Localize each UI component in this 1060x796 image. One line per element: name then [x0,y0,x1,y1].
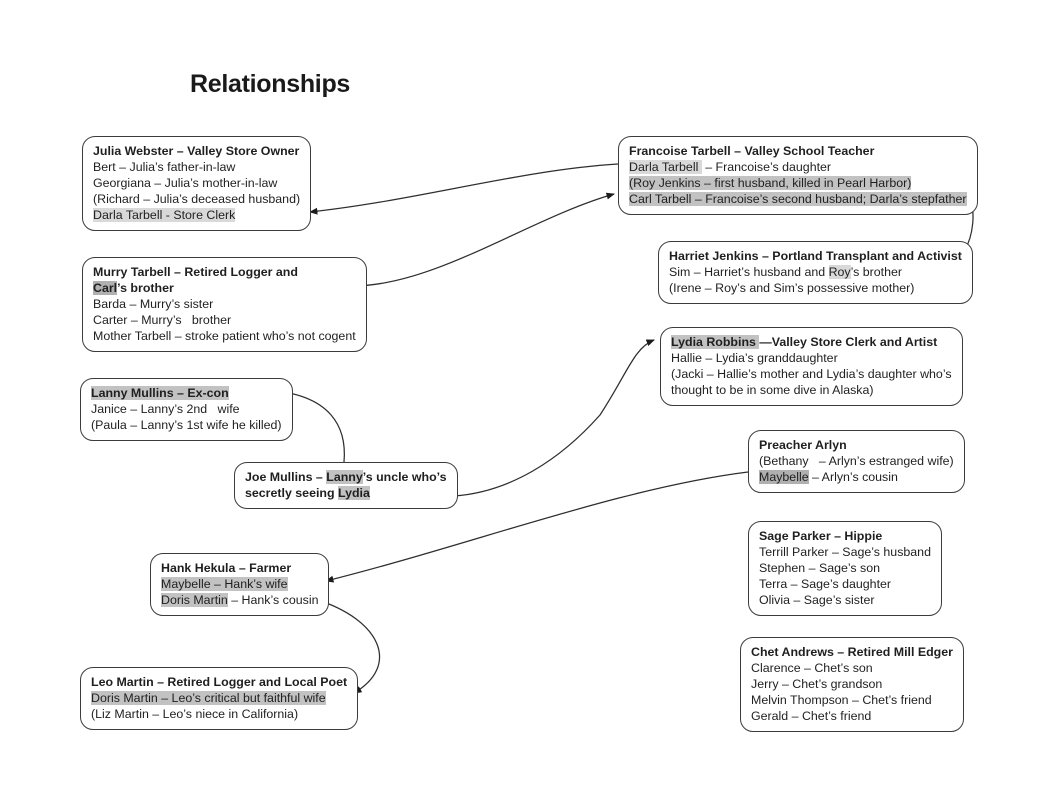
text-segment: Melvin Thompson – Chet’s friend [751,693,932,707]
relationship-line [93,175,300,191]
text-segment: thought to be in some dive in Alaska) [671,383,874,397]
text-segment: Joe Mullins – [245,470,327,484]
relationship-line [671,350,952,366]
highlighted-text-segment: Lydia [337,486,370,500]
text-segment: secretly seeing [245,486,338,500]
text-segment: ’s brother [117,281,174,295]
relationship-box-lydia-robbins [660,327,963,406]
relationship-line [759,528,931,544]
text-segment: Carter – Murry’s brother [93,313,232,327]
arrow-joe-mullins-to-lydia-robbins [454,340,654,496]
text-segment: Hallie – Lydia’s granddaughter [671,351,838,365]
text-segment: Olivia – Sage’s sister [759,593,875,607]
relationship-line [671,382,952,398]
text-segment: (Liz Martin – Leo’s niece in California) [91,707,299,721]
text-segment: Julia Webster – Valley Store Owner [93,144,300,158]
arrow-murry-tarbell-to-francoise-tarbell [357,194,614,286]
page-title: Relationships [190,70,351,98]
relationship-line [245,485,447,501]
text-segment: – Arlyn’s cousin [808,470,898,484]
highlighted-text-segment: Carl Tarbell – Francoise’s second husband; Darla’s stepfather [629,192,967,206]
relationship-line [93,312,356,328]
text-segment: (Jacki – Hallie’s mother and Lydia’s daughter who’s [671,367,952,381]
highlighted-text-segment: Maybelle [759,470,809,484]
highlighted-text-segment: Carl [93,281,118,295]
relationship-box-hank-hekula [150,553,329,616]
relationship-line [93,328,356,344]
relationship-line [93,143,300,159]
relationship-line [759,437,954,453]
relationship-line [759,592,931,608]
text-segment: Jerry – Chet’s grandson [751,677,883,691]
text-segment: Janice – Lanny’s 2nd wife [91,402,240,416]
text-segment: Leo Martin – Retired Logger and Local Poet [91,675,348,689]
relationship-line [91,706,347,722]
relationship-box-chet-andrews [740,637,964,732]
relationship-line [751,692,953,708]
relationship-line [91,417,282,433]
relationship-line [669,280,962,296]
highlighted-text-segment: Darla Tarbell - Store Clerk [93,208,236,222]
text-segment: (Paula – Lanny’s 1st wife he killed) [91,418,282,432]
text-segment: Preacher Arlyn [759,438,847,452]
highlighted-text-segment: Roy [828,265,851,279]
text-segment: Stephen – Sage’s son [759,561,881,575]
text-segment: Gerald – Chet’s friend [751,709,872,723]
relationship-line [751,644,953,660]
text-segment: Hank Hekula – Farmer [161,561,292,575]
highlighted-text-segment: Maybelle – Hank’s wife [161,577,288,591]
relationship-box-lanny-mullins [80,378,293,441]
relationship-line [629,175,967,191]
relationship-box-julia-webster [82,136,311,231]
arrow-francoise-tarbell-to-julia-webster [310,164,618,212]
relationship-line [245,469,447,485]
text-segment: Chet Andrews – Retired Mill Edger [751,645,953,659]
text-segment: – Francoise’s daughter [701,160,832,174]
relationship-line [759,560,931,576]
relationship-line [629,159,967,175]
highlighted-text-segment: Darla Tarbell [629,160,702,174]
relationship-line [93,191,300,207]
text-segment: Murry Tarbell – Retired Logger and [93,265,298,279]
text-segment: Clarence – Chet’s son [751,661,873,675]
relationship-box-murry-tarbell [82,257,367,352]
text-segment: (Richard – Julia’s deceased husband) [93,192,301,206]
text-segment: —Valley Store Clerk and Artist [759,335,938,349]
relationship-line [629,143,967,159]
relationship-line [671,366,952,382]
relationship-box-harriet-jenkins [658,241,973,304]
relationship-line [93,159,300,175]
relationship-line [759,453,954,469]
text-segment: – Hank’s cousin [227,593,319,607]
text-segment: ’s brother [850,265,903,279]
relationship-box-francoise-tarbell [618,136,978,215]
text-segment: Barda – Murry’s sister [93,297,214,311]
text-segment: Mother Tarbell – stroke patient who’s not cogent [93,329,356,343]
relationship-line [759,469,954,485]
text-segment: Sage Parker – Hippie [759,529,883,543]
relationship-line [91,674,347,690]
relationship-line [91,401,282,417]
relationship-line [161,576,318,592]
relationship-box-leo-martin [80,667,358,730]
text-segment: Georgiana – Julia’s mother-in-law [93,176,278,190]
text-segment: Terrill Parker – Sage’s husband [759,545,931,559]
relationship-line [629,191,967,207]
relationship-line [671,334,952,350]
relationship-line [93,296,356,312]
text-segment: (Irene – Roy’s and Sim’s possessive mother) [669,281,915,295]
relationship-box-preacher-arlyn [748,430,965,493]
relationship-line [93,264,356,280]
relationship-line [93,280,356,296]
relationship-line [669,248,962,264]
text-segment: Terra – Sage’s daughter [759,577,892,591]
highlighted-text-segment: Lanny [326,470,363,484]
text-segment: (Bethany – Arlyn’s estranged wife) [759,454,954,468]
text-segment: Sim – Harriet’s husband and [669,265,829,279]
relationship-line [91,385,282,401]
relationship-line [759,544,931,560]
highlighted-text-segment: Doris Martin – Leo’s critical but faithful wife [91,691,326,705]
highlighted-text-segment: Lanny Mullins – Ex-con [91,386,229,400]
relationship-line [751,660,953,676]
highlighted-text-segment: (Roy Jenkins – first husband, killed in Pearl Harbor) [629,176,912,190]
relationship-line [93,207,300,223]
highlighted-text-segment: Doris Martin [161,593,228,607]
relationship-line [751,708,953,724]
relationship-line [669,264,962,280]
relationship-line [161,592,318,608]
text-segment: Francoise Tarbell – Valley School Teacher [629,144,875,158]
text-segment: Bert – Julia’s father-in-law [93,160,236,174]
text-segment: Harriet Jenkins – Portland Transplant and Activist [669,249,962,263]
relationship-box-joe-mullins [234,462,458,509]
text-segment: ’s uncle who’s [362,470,447,484]
highlighted-text-segment: Lydia Robbins [671,335,760,349]
relationship-line [161,560,318,576]
relationship-line [751,676,953,692]
relationship-line [759,576,931,592]
relationship-line [91,690,347,706]
relationship-box-sage-parker [748,521,942,616]
